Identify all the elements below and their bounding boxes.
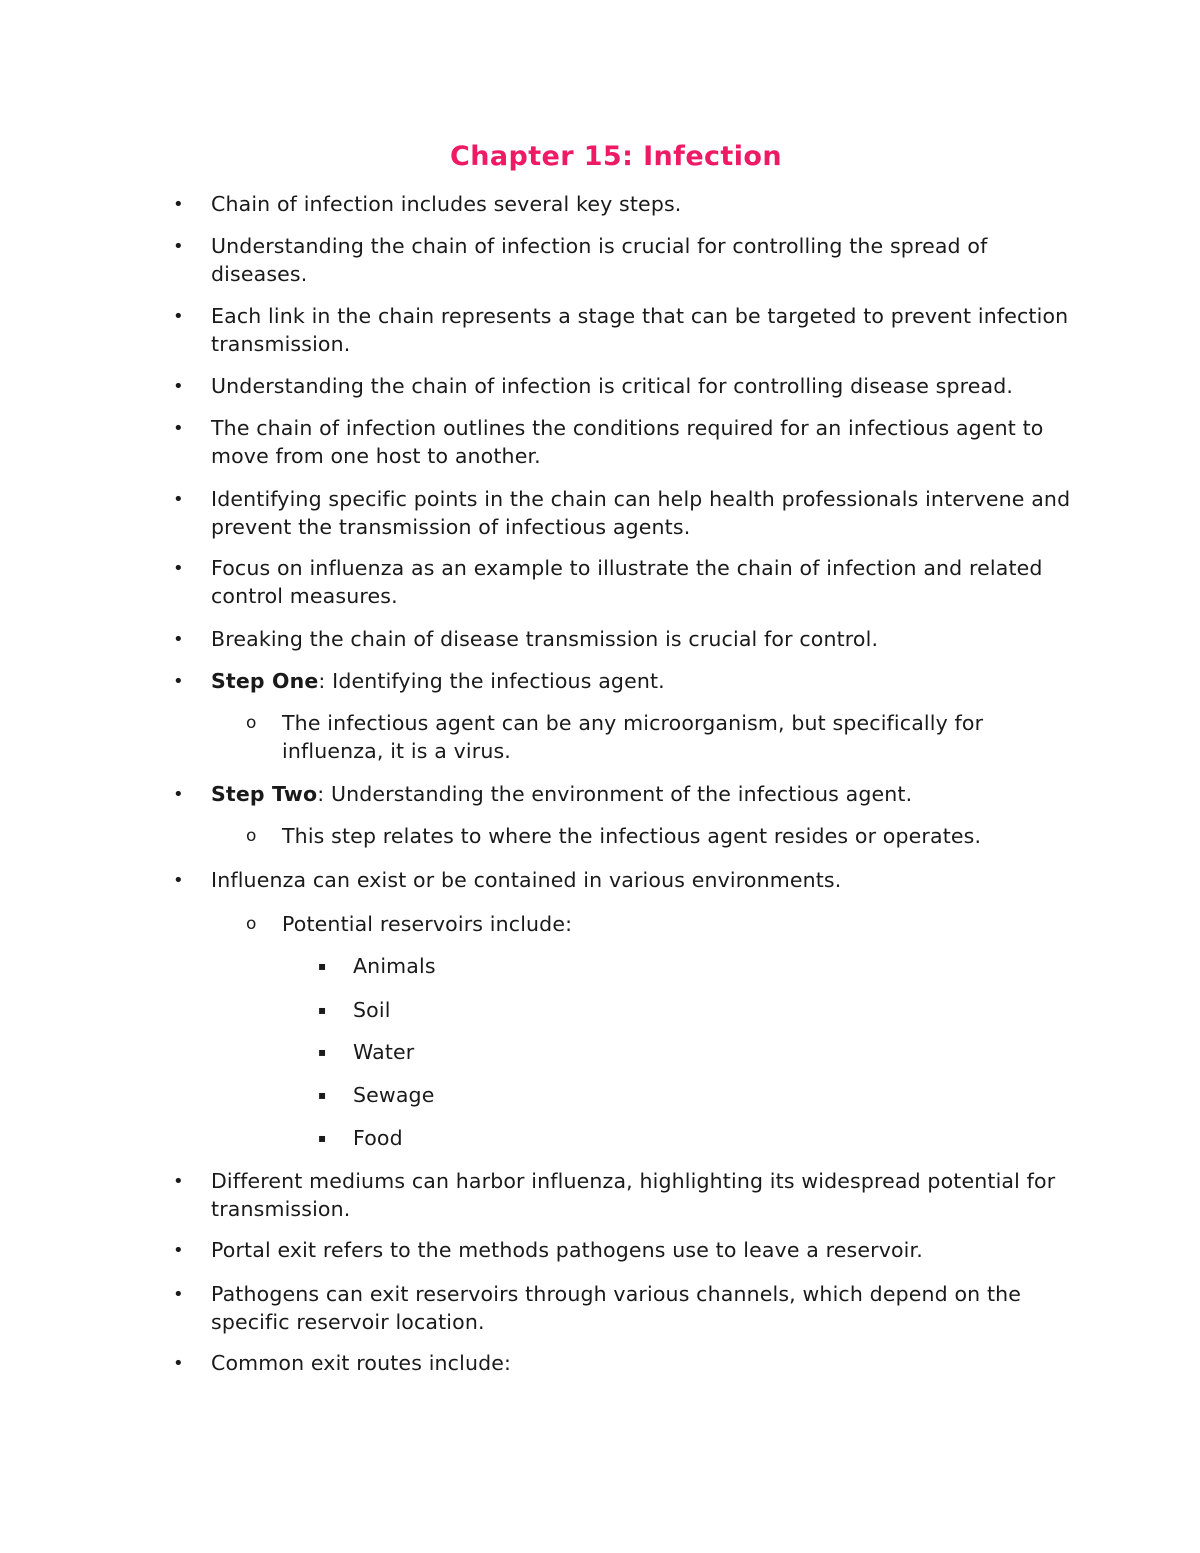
list-item: [173, 626, 1071, 654]
list-item: [173, 415, 1071, 470]
circle-marker: o: [246, 914, 257, 934]
bullet-marker: •: [173, 418, 184, 439]
list-item-text: Chain of infection includes several key steps.: [211, 192, 682, 216]
list-item-text: Different mediums can harbor influenza, highlighting its widespread potential for transmission.: [211, 1169, 1056, 1221]
list-item-text: The infectious agent can be any microorganism, but specifically for influenza, it is a virus.: [282, 711, 984, 763]
bullet-marker: •: [173, 870, 184, 891]
step-label: Step One: [211, 669, 319, 693]
bullet-marker: •: [173, 236, 184, 257]
list-item-text: Understanding the chain of infection is crucial for controlling the spread of diseases.: [211, 234, 988, 286]
list-item-text: Portal exit refers to the methods pathogens use to leave a reservoir.: [211, 1238, 923, 1262]
sub-sub-list-item: [318, 953, 1053, 981]
sub-list-item: [246, 911, 1072, 939]
list-item-text: : Understanding the environment of the infectious agent.: [317, 782, 913, 806]
bullet-marker: •: [173, 629, 184, 650]
list-item: [173, 486, 1071, 541]
bullet-marker: •: [173, 376, 184, 397]
list-item-text: Understanding the chain of infection is critical for controlling disease spread.: [211, 374, 1014, 398]
list-item-step-two: [173, 781, 1071, 809]
list-item-text: Common exit routes include:: [211, 1351, 512, 1375]
list-item-text: Water: [353, 1040, 415, 1064]
list-item: [173, 555, 1071, 610]
list-item: [173, 1237, 1071, 1265]
list-item-step-one: [173, 668, 1071, 696]
sub-sub-list-item: [318, 1039, 1053, 1067]
bullet-marker: •: [173, 558, 184, 579]
list-item-text: Sewage: [353, 1083, 435, 1107]
list-item: [173, 1168, 1071, 1223]
bullet-marker: •: [173, 1171, 184, 1192]
list-item: [173, 867, 1071, 895]
list-item-text: Identifying specific points in the chain can help health professionals intervene and prevent the transmission of infectious agents.: [211, 487, 1071, 539]
square-marker: ▪: [318, 959, 327, 973]
list-item-text: Each link in the chain represents a stage that can be targeted to prevent infection transmission.: [211, 304, 1069, 356]
sub-sub-list-item: [318, 997, 1053, 1025]
list-item-text: The chain of infection outlines the conditions required for an infectious agent to move from one host to another.: [211, 416, 1044, 468]
list-item: [173, 373, 1071, 401]
square-marker: ▪: [318, 1045, 327, 1059]
bullet-marker: •: [173, 1353, 184, 1374]
square-marker: ▪: [318, 1003, 327, 1017]
square-marker: ▪: [318, 1088, 327, 1102]
list-item: [173, 1350, 1071, 1378]
list-item-text: Food: [353, 1126, 403, 1150]
bullet-marker: •: [173, 671, 184, 692]
list-item-text: Breaking the chain of disease transmission is crucial for control.: [211, 627, 879, 651]
bullet-marker: •: [173, 489, 184, 510]
sub-sub-list-item: [318, 1125, 1053, 1153]
list-item-text: This step relates to where the infectious agent resides or operates.: [282, 824, 982, 848]
list-item: [173, 1281, 1071, 1336]
circle-marker: o: [246, 713, 257, 733]
list-item: [173, 233, 1071, 288]
list-item: [173, 191, 1071, 219]
list-item-text: : Identifying the infectious agent.: [318, 669, 665, 693]
step-label: Step Two: [211, 782, 318, 806]
circle-marker: o: [246, 826, 257, 846]
list-item-text: Animals: [353, 954, 436, 978]
sub-sub-list-item: [318, 1082, 1053, 1110]
sub-list-item: [246, 710, 1072, 765]
bullet-marker: •: [173, 1240, 184, 1261]
list-item-text: Pathogens can exit reservoirs through various channels, which depend on the specific reservoir location.: [211, 1282, 1022, 1334]
sub-list-item: [246, 823, 1072, 851]
list-item-text: Influenza can exist or be contained in various environments.: [211, 868, 842, 892]
bullet-marker: •: [173, 194, 184, 215]
list-item-text: Soil: [353, 998, 391, 1022]
list-item: [173, 303, 1071, 358]
bullet-marker: •: [173, 784, 184, 805]
square-marker: ▪: [318, 1131, 327, 1145]
bullet-marker: •: [173, 1284, 184, 1305]
list-item-text: Potential reservoirs include:: [282, 912, 573, 936]
bullet-marker: •: [173, 306, 184, 327]
list-item-text: Focus on influenza as an example to illustrate the chain of infection and related control measures.: [211, 556, 1043, 608]
page-title: Chapter 15: Infection: [450, 141, 782, 172]
